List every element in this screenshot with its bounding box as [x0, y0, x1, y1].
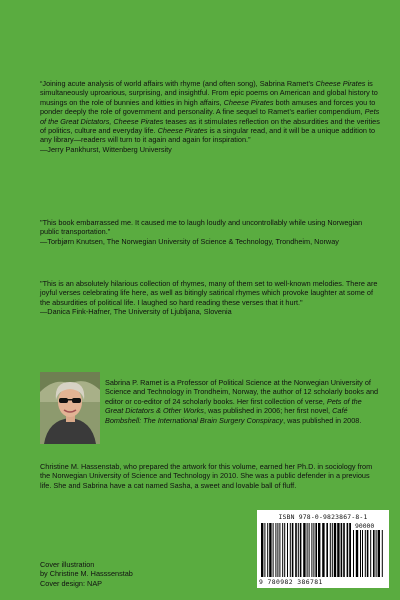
- blurb-attribution: —Danica Fink-Hafner, The University of Ljubljana, Slovenia: [40, 307, 232, 317]
- price-barcode-bars: [353, 530, 385, 577]
- book-title: Café Bombshell: The International Brain Surgery Conspiracy: [105, 406, 348, 425]
- blurb-attribution: —Torbjørn Knutsen, The Norwegian University of Science & Technology, Trondheim, Norway: [40, 236, 339, 246]
- book-title: Cheese Pirates: [223, 97, 274, 107]
- cover-credits: [40, 560, 210, 588]
- ean-barcode-bars: [261, 523, 351, 577]
- bio-text: , was published in 2008.: [283, 415, 362, 425]
- blurb-text: both amuses and forces you to ponder deeply the role of government and personality. A fine sequel to Ramet’s earlier compendium,: [40, 97, 376, 117]
- book-title: Cheese Pirates: [315, 79, 366, 88]
- blurb-text: "This is an absolutely hilarious collection of rhymes, many of them set to well-known melodies. There are joyful verses celebrating life here, as well as bitingly satirical rhymes which provoke laughter at some of the absurdities of political life. I laughed so hard reading these verses that it hurt.": [40, 279, 378, 307]
- credit-illustrator: by Christine M. Hasssenstab: [40, 569, 133, 579]
- credit-design: Cover design: NAP: [40, 578, 103, 588]
- blurb-text: is simultaneously uproarious, surprising, and insightful. From epic poems on American and global history to musings on the role of bunnies and kitties in high affairs,: [40, 79, 378, 107]
- illustrator-bio: Christine M. Hassenstab, who prepared the artwork for this volume, earned her Ph.D. in sociology from the Norwegian University of Science and Technology in 2010. She was a public defender in a previous life. She and Sabrina have a cat named Sasha, a sweet and lovable ball of fluff.: [40, 462, 373, 490]
- blurb-knutsen: [40, 218, 380, 246]
- blurb-text: is a singular read, and it will be a unique addition to any library—readers will turn to it again and again for inspiration.”: [40, 126, 376, 145]
- bio-text: , was published in 2006; her first novel,: [203, 406, 333, 416]
- credit-illustration: Cover illustration: [40, 560, 95, 569]
- blurb-text: “Joining acute analysis of world affairs with rhyme (and often song), Sabrina Ramet’s: [40, 79, 316, 88]
- book-title: Cheese Pirates: [157, 126, 208, 136]
- book-title: Pets of the Great Dictators, Cheese Pirates: [40, 107, 380, 126]
- ean-digits: 9 780982 386781: [259, 578, 323, 586]
- blurb-fink-hafner: [40, 279, 380, 317]
- author-photo: [40, 372, 100, 444]
- blurb-attribution: —Jerry Pankhurst, Wittenberg University: [40, 144, 172, 154]
- blurb-text: teases as it stimulates reflection on the absurdities and the verities of politics, culture and everyday life.: [40, 116, 380, 136]
- isbn-barcode: [257, 510, 389, 588]
- blurb-pankhurst: [40, 79, 380, 154]
- author-bio: [105, 378, 380, 425]
- price-code: 90000: [355, 522, 375, 530]
- book-title: Pets of the Great Dictators & Other Works: [105, 396, 362, 416]
- bio-text: Sabrina P. Ramet is a Professor of Political Science at the Norwegian University of Science and Technology in Trondheim, Norway, the author of 12 scholarly books and editor or co-editor of 24 scholarly books. Her first collection of verse,: [105, 378, 379, 406]
- blurb-text: "This book embarrassed me. It caused me to laugh loudly and uncontrollably while using Norwegian public transportation.": [40, 218, 363, 237]
- isbn-number: ISBN 978-0-9823867-8-1: [278, 513, 368, 521]
